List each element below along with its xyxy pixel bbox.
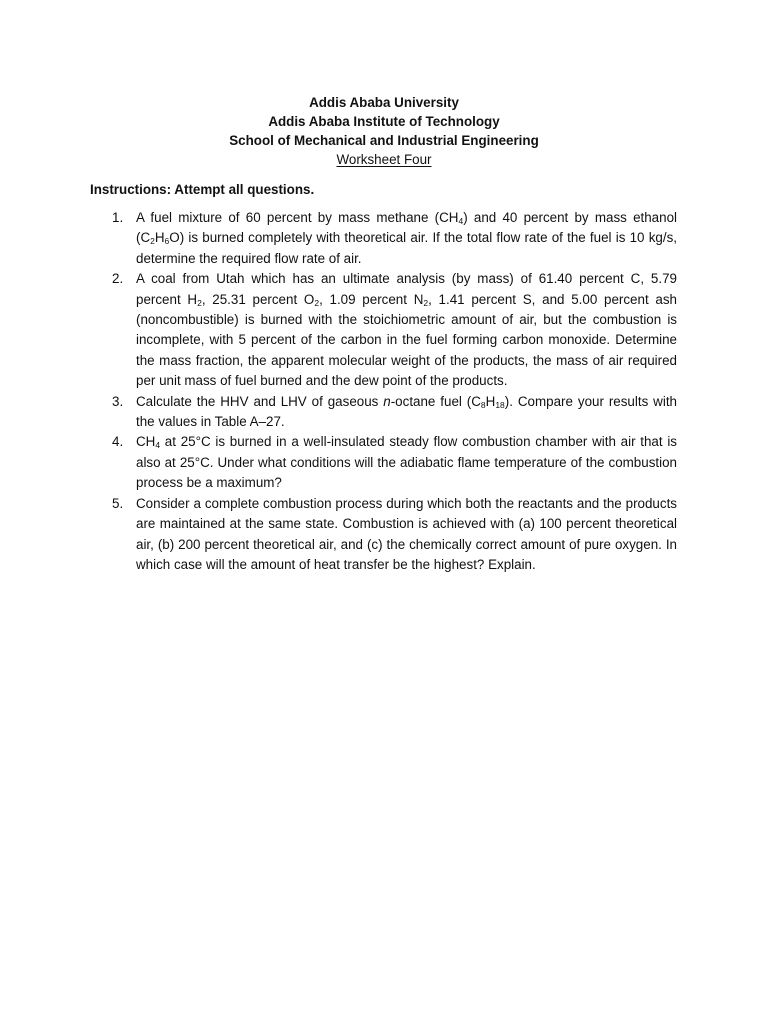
question-2 [0, 269, 768, 391]
question-1 [0, 208, 768, 269]
question-3 [0, 392, 768, 433]
question-number: 5. [112, 495, 124, 511]
question-number: 4. [112, 434, 124, 450]
question-text: A fuel mixture of 60 percent by mass methane $(CH_4)$ and 40 percent by mass ethanol $(C_2H_6O)$ is burned completely with theoretical air. If the total flow rate of the fuel is 10 kg/s, determine the required flow rate of air. [136, 210, 677, 266]
question-text: Consider a complete combustion process during which both the reactants and the products are maintained at the same state. Combustion is achieved with (a) 100 percent theoretical air, (b) 200 percent theoretical air, and (c) the chemically correct amount of pure oxygen. In which case will the amount of heat transfer be the highest? Explain. [136, 495, 677, 572]
worksheet-title: Worksheet Four [336, 152, 432, 167]
institute-name: Addis Ababa Institute of Technology [268, 114, 500, 129]
question-text: A coal from Utah which has an ultimate analysis (by mass) of 61.40 percent C, 5.79 percent $H_2$, 25.31 percent $O_2$, 1.09 percent $N_2$, 1.41 percent S, and 5.00 percent ash (noncombustible) is burned with the stoichiometric amount of air, but the combustion is incomplete, with 5 percent of the carbon in the fuel forming carbon monoxide. Determine the mass fraction, the apparent molecular weight of the products, the mass of air required per unit mass of fuel burned and the dew point of the products. [136, 271, 677, 389]
school-name: School of Mechanical and Industrial Engineering [229, 133, 539, 148]
question-5 [0, 494, 768, 576]
question-number: 1. [112, 210, 124, 225]
question-4 [0, 432, 768, 493]
document-header [0, 93, 768, 169]
question-text: $CH_4$ at 25°C is burned in a well-insulated steady flow combustion chamber with air that is also at 25°C. Under what conditions will the adiabatic flame temperature of the combustion process be a maximum? [136, 434, 677, 491]
question-number: 2. [112, 271, 124, 287]
question-number: 3. [112, 393, 124, 409]
question-text: Calculate the HHV and LHV of gaseous n-octane fuel $(C_8H_{18})$. Compare your results with the values in Table A–27. [136, 393, 677, 430]
university-name: Addis Ababa University [309, 95, 459, 110]
instructions-text: Instructions: Attempt all questions. [90, 182, 315, 197]
question-list [0, 208, 768, 575]
